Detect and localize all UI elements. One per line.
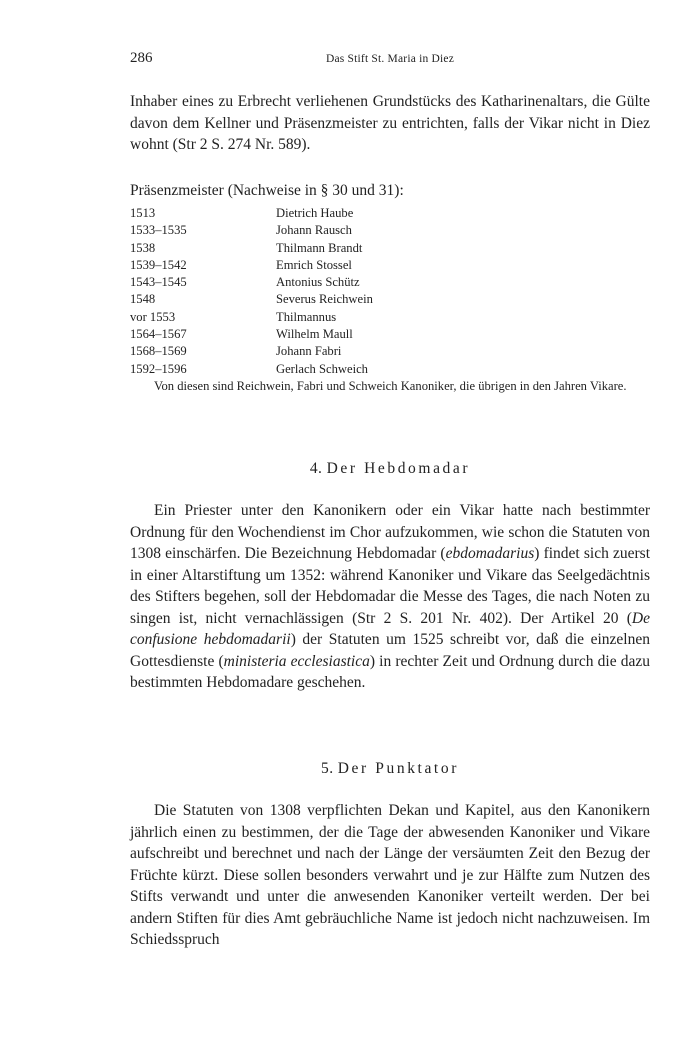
section-4-heading [130, 460, 650, 478]
section-4-text-part: ) in rechter Zeit und Ordnung durch die dazu bestimmten Hebdomadare geschehen. [130, 652, 650, 691]
latin-term: ebdomadarius [445, 545, 535, 562]
tenure-years: 1568–1569 [130, 344, 187, 359]
section-5-body [130, 800, 650, 951]
person-name: Dietrich Haube [276, 206, 354, 220]
praesenzmeister-row [130, 361, 373, 378]
section-5-paragraph: Die Statuten von 1308 verpflichten Dekan und Kapitel, aus den Kanonikern jährlich einen zu bestimmen, der die Tage der abwesenden Kanoniker und Vikare aufschreibt und berechnet und nach der Länge der versäumten Zeit den Bezug der Früchte kürzt. Diese sollen besonders verwahrt und je zur Hälfte zum Nutzen des Stifts verwandt und unter die anwesenden Kanoniker verteilt werden. Der bei andern Stiften für dies Amt gebräuchliche Name ist jedoch nicht nachzuweisen. Im Schiedsspruch [130, 802, 650, 948]
person-name: Antonius Schütz [276, 275, 360, 290]
praesenzmeister-row [130, 240, 373, 257]
praesenzmeister-row [130, 343, 373, 360]
section-5-number: 5. [321, 760, 334, 777]
page-number: 286 [130, 50, 153, 66]
person-name: Wilhelm Maull [276, 327, 353, 342]
praesenzmeister-row [130, 274, 373, 291]
section-4-text-part: Ein Priester unter den Kanonikern oder ein Vikar hatte nach bestimmter Ordnung für den Wochendienst im Chor aufzukommen, wie schon die Statuten von 1308 einschärfen. Die Bezeichnung Hebdomadar ( [130, 502, 650, 562]
tenure-years: 1513 [130, 206, 156, 220]
latin-term: De confusione hebdomadarii [130, 609, 650, 648]
praesenzmeister-row [130, 309, 373, 326]
section-4-heading-block [130, 460, 650, 478]
praesenzmeister-row [130, 326, 373, 343]
praesenzmeister-note: Von diesen sind Reichwein, Fabri und Schweich Kanoniker, die übrigen in den Jahren Vikare. [154, 378, 627, 393]
person-name: Thilmannus [276, 309, 337, 324]
praesenzmeister-row [130, 222, 373, 239]
intro-paragraph-block [130, 91, 650, 156]
person-name: Thilmann Brandt [276, 240, 363, 255]
section-4-body [130, 500, 650, 694]
section-4-title: Der Hebdomadar [326, 460, 471, 477]
running-title: Das Stift St. Maria in Diez [325, 53, 455, 65]
praesenzmeister-section [130, 180, 650, 395]
section-5-heading-block [130, 760, 650, 778]
section-5-heading [130, 760, 650, 778]
tenure-years: 1539–1542 [130, 257, 187, 272]
tenure-years: 1533–1535 [130, 223, 187, 238]
praesenzmeister-row [130, 205, 373, 222]
praesenzmeister-row [130, 257, 373, 274]
person-name: Gerlach Schweich [276, 361, 368, 376]
tenure-years: vor 1553 [130, 309, 176, 324]
person-name: Johann Rausch [276, 223, 352, 238]
section-4-number: 4. [309, 460, 323, 477]
praesenzmeister-heading: Präsenzmeister (Nachweise in § 30 und 31): [130, 182, 404, 199]
tenure-years: 1564–1567 [130, 327, 187, 342]
person-name: Severus Reichwein [276, 292, 373, 307]
tenure-years: 1538 [130, 240, 156, 255]
person-name: Emrich Stossel [276, 257, 352, 272]
person-name: Johann Fabri [276, 344, 342, 359]
praesenzmeister-list [130, 205, 373, 378]
tenure-years: 1543–1545 [130, 275, 187, 290]
tenure-years: 1548 [130, 292, 156, 307]
praesenzmeister-row [130, 291, 373, 308]
section-4-text-part: ) findet sich zuerst in einer Altarstiftung um 1352: während Kanoniker und Vikare das Seelgedächtnis des Stifters begehen, soll der Hebdomadar die Messe des Tages, die nach Noten zu singen ist, nicht vernachlässigen (Str 2 S. 201 Nr. 402). Der Artikel 20 ( [130, 545, 651, 627]
latin-term: ministeria ecclesiastica [223, 652, 370, 670]
intro-paragraph: Inhaber eines zu Erbrecht verliehenen Grundstücks des Katharinenaltars, die Gülte davon dem Kellner und Präsenzmeister zu entrichten, falls der Vikar nicht in Diez wohnt (Str 2 S. 274 Nr. 589). [130, 93, 650, 153]
page-header [130, 50, 650, 70]
section-4-paragraph [130, 500, 650, 694]
section-5-title: Der Punktator [337, 760, 459, 777]
tenure-years: 1592–1596 [130, 361, 187, 376]
section-4-text-part: ) der Statuten um 1525 schreibt vor, daß die einzelnen Gottesdienste ( [130, 631, 650, 670]
